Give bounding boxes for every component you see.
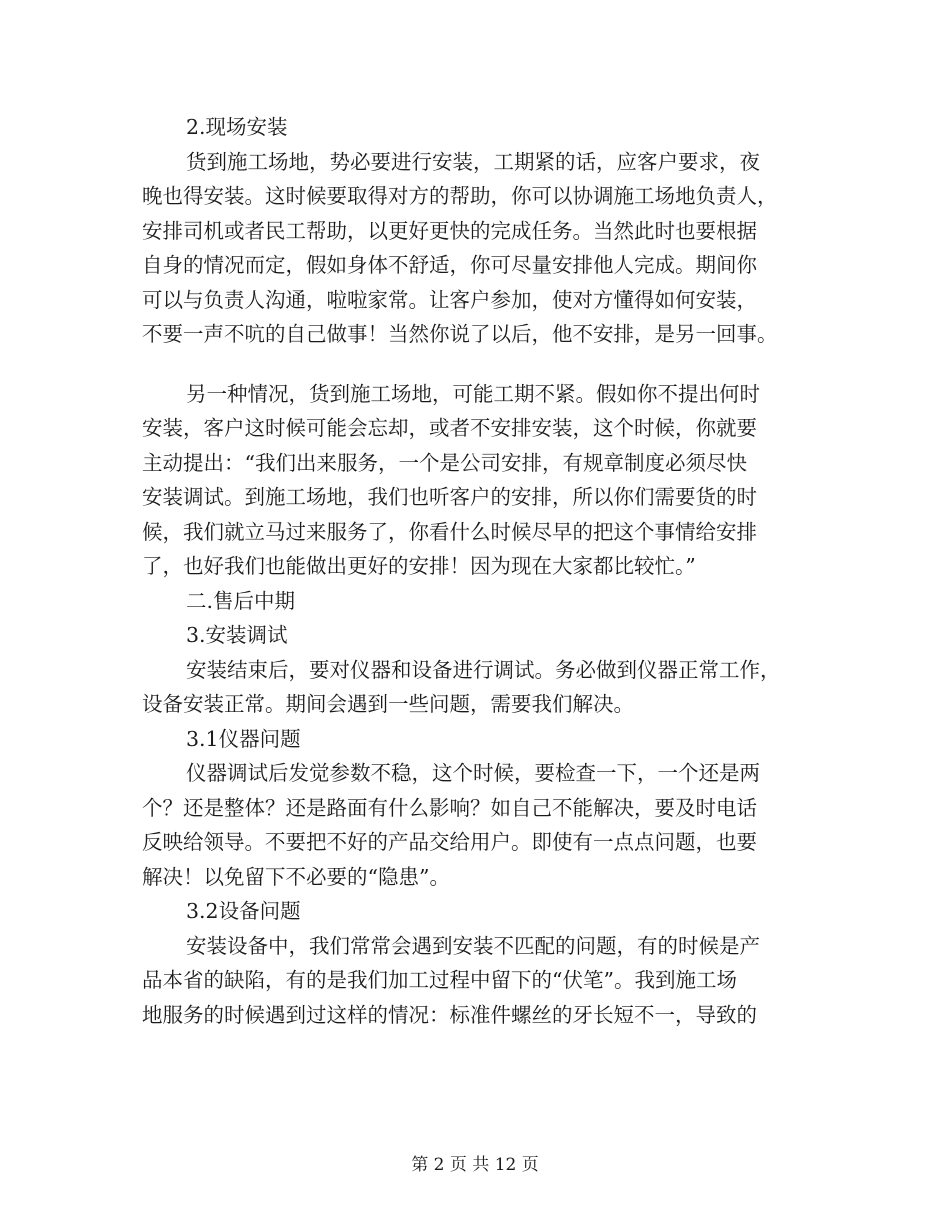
paragraph-line: 安装结束后，要对仪器和设备进行调试。务必做到仪器正常工作， [186,657,781,682]
paragraph-line: 个？还是整体？还是路面有什么影响？如自己不能解决，要及时电话 [142,795,757,820]
paragraph-line: 解决！以免留下不必要的“隐患”。 [142,864,450,889]
document-body [142,110,810,1032]
paragraph-line: 安装设备中，我们常常会遇到安装不匹配的问题，有的时候是产 [186,933,760,958]
page-number-footer: 第 2 页 共 12 页 [411,1155,539,1175]
heading-3-1-instrument-problems: 3.1仪器问题 [186,726,301,751]
heading-2-onsite-installation: 2.现场安装 [186,115,288,139]
paragraph-line: 另一种情况，货到施工场地，可能工期不紧。假如你不提出何时 [186,381,760,406]
paragraph-line: 地服务的时候遇到过这样的情况：标准件螺丝的牙长短不一，导致的 [142,1002,757,1027]
paragraph-line: 货到施工场地，势必要进行安装，工期紧的话，应客户要求，夜 [186,149,760,174]
paragraph-line: 自身的情况而定，假如身体不舒适，你可尽量安排他人完成。期间你 [142,253,757,277]
heading-3-2-equipment-problems: 3.2设备问题 [186,899,301,923]
paragraph-line: 品本省的缺陷，有的是我们加工过程中留下的“伏笔”。我到施工场 [142,968,737,992]
paragraph-line: 安装调试。到施工场地，我们也听客户的安排，所以你们需要货的时 [142,485,757,509]
paragraph-line: 了，也好我们也能做出更好的安排！因为现在大家都比较忙。” [142,554,696,578]
paragraph-line: 仪器调试后发觉参数不稳，这个时候，要检查一下，一个还是两 [186,761,760,785]
heading-after-sales-midterm: 二.售后中期 [186,588,296,613]
paragraph-line: 候，我们就立马过来服务了，你看什么时候尽早的把这个事情给安排 [142,519,757,544]
paragraph-line: 安排司机或者民工帮助，以更好更快的完成任务。当然此时也要根据 [142,218,757,243]
paragraph-line: 反映给领导。不要把不好的产品交给用户。即使有一点点问题，也要 [142,830,757,854]
paragraph-line: 可以与负责人沟通，啦啦家常。让客户参加，使对方懂得如何安装， [142,287,757,312]
paragraph-line: 晚也得安装。这时候要取得对方的帮助，你可以协调施工场地负责人， [142,184,778,208]
paragraph-line: 设备安装正常。期间会遇到一些问题，需要我们解决。 [142,692,634,716]
paragraph-line: 主动提出：“我们出来服务，一个是公司安排，有规章制度必须尽快 [142,450,747,475]
paragraph-gap [142,352,810,377]
paragraph-line: 安装，客户这时候可能会忘却，或者不安排安装，这个时候，你就要 [142,416,757,440]
paragraph-line: 不要一声不吭的自己做事！当然你说了以后，他不安排，是另一回事。 [142,322,778,346]
heading-3-installation-debugging: 3.安装调试 [186,623,288,647]
